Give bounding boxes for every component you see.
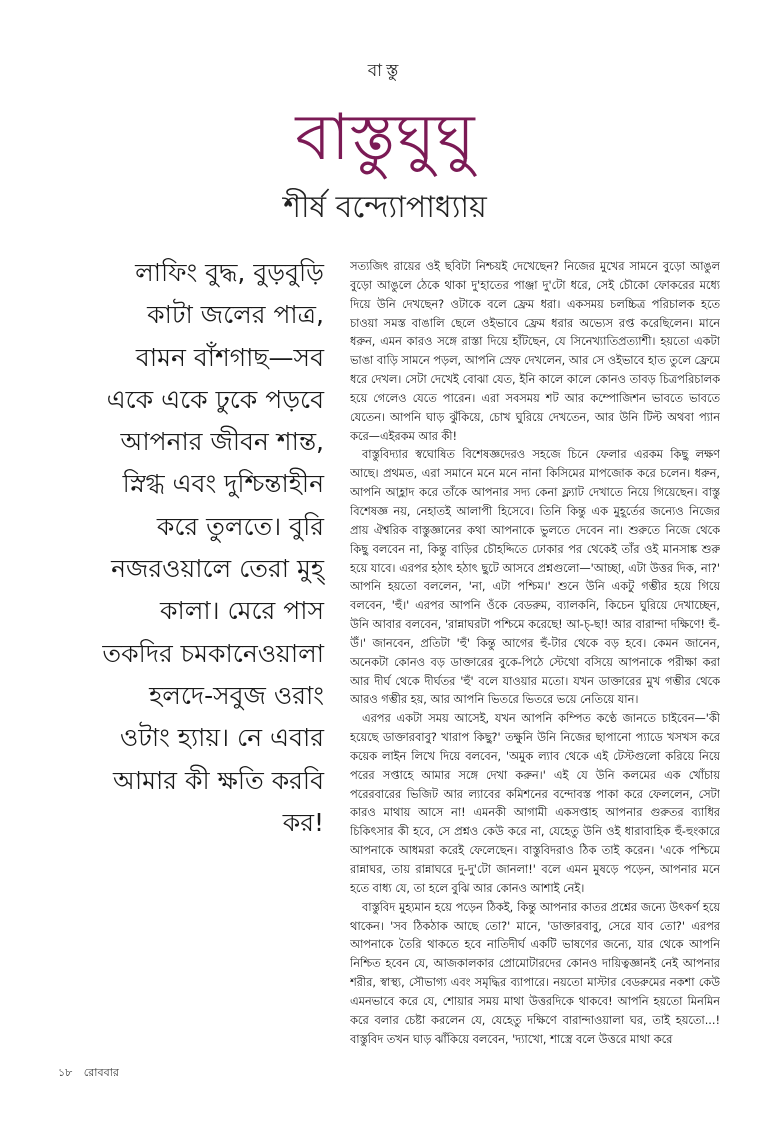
- magazine-name: রোববার: [83, 1066, 119, 1079]
- body-paragraph: সত্যজিৎ রায়ের ওই ছবিটা নিশ্চয়ই দেখেছেন? নিজের মুখের সামনে বুড়ো আঙুল বুড়ো আঙুলে ঠেকে থাকা দু'হাতের পাঞ্জা দু'টো ধরে, সেই চৌকো ফোকরের মধ্যে দিয়ে উনি দেখছেন? ওটাকে বলে ফ্রেম ধরা। একসময় চলচ্চিত্র পরিচালক হতে চাওয়া সমস্ত বাঙালি ছেলে ওইভাবে ফ্রেম ধরার অভ্যেস রপ্ত করেছিলেন। মানে ধরুন, এমন কারও সঙ্গে রাস্তা দিয়ে হাঁটছেন, যে সিনেখ্যাতিপ্রত্যাশী। হয়তো একটা ভাঙা বাড়ি সামনে পড়ল, আপনি স্রেফ দেখলেন, আর সে ওইভাবে হাত তুলে ফ্রেমে ধরে দেখল। সেটা দেখেই বোঝা যেত, ইনি কালে কালে কোনও তাবড় চিত্রপরিচালক হয়ে গেলেও যেতে পারেন। এরা সবসময় শট আর কম্পোজিশন ভাবতে ভাবতে যেতেন। আপনি ঘাড় ঝুঁকিয়ে, চোখ ঘুরিয়ে দেখতেন, আর উনি টিল্ট অথবা প্যান করে—এইরকম আর কী!: [350, 260, 720, 443]
- page-footer: [58, 1064, 127, 1083]
- pull-quote: লাফিং বুদ্ধ, বুড়বুড়ি কাটা জলের পাত্র, বামন বাঁশগাছ—সব একে একে ঢুকে পড়বে আপনার জীবন শান্ত, স্নিগ্ধ এবং দুশ্চিন্তাহীন করে তুলতে। বুরি নজরওয়ালে তেরা মুহ্ কালা। মেরে পাস তকদির চমকানেওয়ালা হলদে-সবুজ ওরাং ওটাং হ্যায়। নে এবার আমার কী ক্ষতি করবি কর!: [102, 258, 324, 837]
- article-body: [350, 258, 720, 1058]
- author-byline: শীর্ষ বন্দ্যোপাধ্যায়: [283, 190, 487, 225]
- body-paragraph: এরপর একটা সময় আসেই, যখন আপনি কম্পিত কণ্ঠে জানতে চাইবেন—'কী হয়েছে ডাক্তারবাবু? খারাপ কিছু?' তক্ষুনি উনি নিজের ছাপানো প্যাডে খসখস করে কয়েক লাইন লিখে দিয়ে বলবেন, 'অমুক ল্যাব থেকে এই টেস্টগুলো করিয়ে নিয়ে পরের সপ্তাহে আমার সঙ্গে দেখা করুন।' এই যে উনি কলমের এক খোঁচায় পরেরবারের ভিজিট আর ল্যাবের কমিশনের বন্দোবস্ত পাকা করে ফেললেন, সেটা কারও মাথায় আসে না! এমনকী আগামী একসপ্তাহ আপনার গুরুতর ব্যাধির চিকিৎসার কী হবে, সে প্রশ্নও কেউ করে না, যেহেতু উনি ওই ধারাবাহিক হুঁ-হুংকারে আপনাকে আধমরা করেই ফেলেছেন। বাস্তুবিদরাও ঠিক তাই করেন। 'একে পশ্চিমে রান্নাঘর, তায় রান্নাঘরে দু-দু'টো জানলা!' বলে এমন মুষড়ে পড়েন, আপনার মনে হতে বাধ্য যে, তা হলে বুঝি আর কোনও আশাই নেই।: [350, 712, 720, 895]
- section-label: বাস্তু: [367, 61, 403, 81]
- article-title: বাস্তুঘুঘু: [295, 101, 475, 175]
- body-paragraph: বাস্তুবিদ্যার স্বঘোষিত বিশেষজ্ঞদেরও সহজে চিনে ফেলার এরকম কিছু লক্ষণ আছে। প্রথমত, এরা সমানে মনে মনে নানা কিসিমের মাপজোক করে চলেন। ধরুন, আপনি আহ্লাদ করে তাঁকে আপনার সদ্য কেনা ফ্ল্যাট দেখাতে নিয়ে গিয়েছেন। বাস্তু বিশেষজ্ঞ নয়, নেহাতই আলাপী হিসেবে। তিনি কিন্তু এক মুহূর্তের জন্যেও নিজের প্রায় ঐশ্বরিক বাস্তুজ্ঞানের কথা আপনাকে ভুলতে দেবেন না। শুরুতে নিজে থেকে কিছু বলবেন না, কিন্তু বাড়ির চৌহদ্দিতে ঢোকার পর থেকেই তাঁর ওই মানসাঙ্ক শুরু হয়ে যাবে। এরপর হঠাৎ হঠাৎ ছুটে আসবে প্রশ্নগুলো—'আচ্ছা, এটা উত্তর দিক, না?' আপনি হয়তো বললেন, 'না, এটা পশ্চিম।' শুনে উনি একটু গম্ভীর হয়ে গিয়ে বলবেন, 'হুঁ।' এরপর আপনি ওঁকে বেডরুম, ব্যালকনি, কিচেন ঘুরিয়ে দেখাচ্ছেন, উনি আবার বলবেন, 'রান্নাঘরটা পশ্চিমে করেছে! আ-চ্-ছা! আর বারান্দা দক্ষিণে! হুঁ-উঁ।' জানবেন, প্রতিটা 'হুঁ' কিন্তু আগের হুঁ-টার থেকে বড় হবে। কেমন জানেন, অনেকটা কোনও বড় ডাক্তারের বুকে-পিঠে স্টেথো বসিয়ে আপনাকে পরীক্ষা করা আর দীর্ঘ থেকে দীর্ঘতর 'হুঁ' বলে যাওয়ার মতো। যখন ডাক্তারের মুখ গম্ভীর থেকে আরও গম্ভীর হয়, আর আপনি ভিতরে ভিতরে ভয়ে নেতিয়ে যান।: [350, 448, 720, 707]
- body-paragraph: বাস্তুবিদ মুহ্যমান হয়ে পড়েন ঠিকই, কিন্তু আপনার কাতর প্রশ্নের জন্যে উৎকর্ণ হয়ে থাকেন। 'সব ঠিকঠাক আছে তো?' মানে, 'ডাক্তারবাবু, সেরে যাব তো?' এরপর আপনাকে তৈরি থাকতে হবে নাতিদীর্ঘ একটি ভাষণের জন্যে, যার থেকে আপনি নিশ্চিত হবেন যে, আজকালকার প্রোমোটারদের কোনও দায়িত্বজ্ঞানই নেই আপনার শরীর, স্বাস্থ্য, সৌভাগ্য এবং সমৃদ্ধির ব্যাপারে। নয়তো মাস্টার বেডরুমের নকশা কেউ এমনভাবে করে যে, শোয়ার সময় মাথা উত্তরদিকে থাকবে! আপনি হয়তো মিনমিন করে বলার চেষ্টা করলেন যে, যেহেতু দক্ষিণে বারান্দাওয়ালা ঘর, তাই হয়তো...! বাস্তুবিদ তখন ঘাড় ঝাঁকিয়ে বলবেন, 'দ্যাখো, শাস্ত্রে বলে উত্তরে মাথা করে: [350, 900, 720, 1046]
- page-number: ১৮: [58, 1066, 73, 1079]
